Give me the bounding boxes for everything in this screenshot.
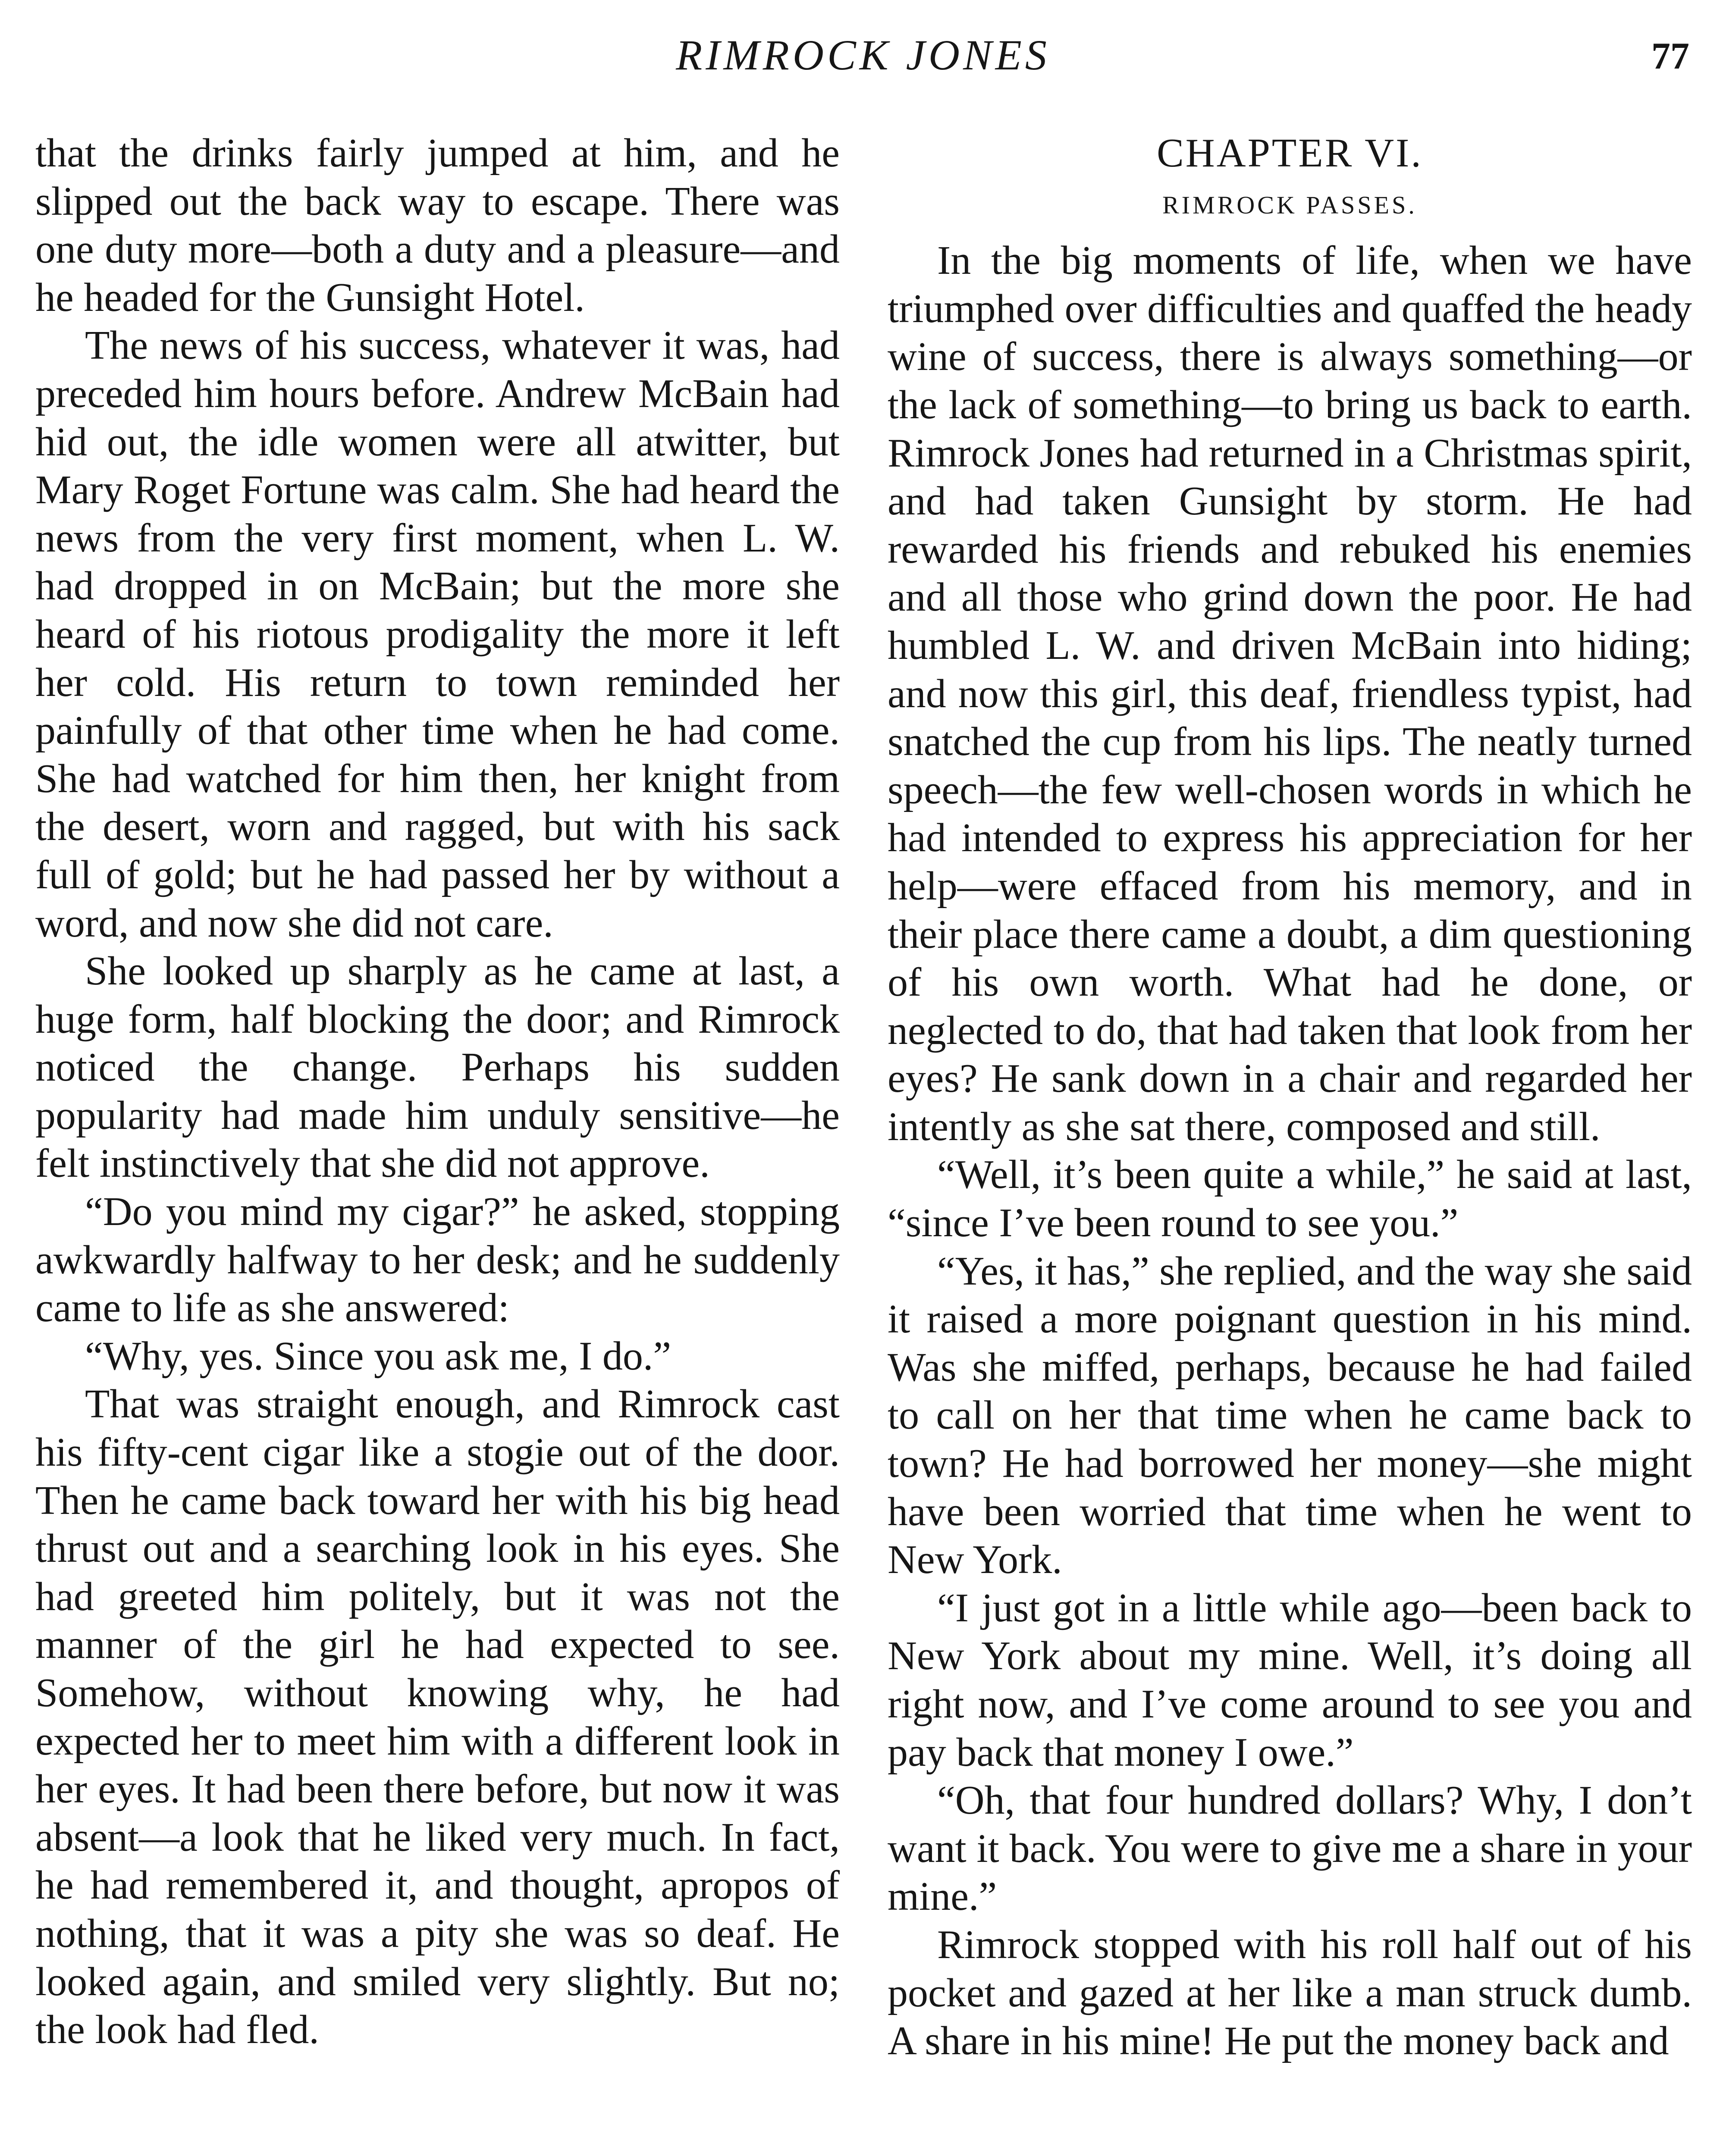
left-paragraph-4: “Do you mind my cigar?” he asked, stopping awkwardly halfway to her desk; and he suddenly came to life as she answered: [35, 1189, 840, 1331]
left-paragraph-6: That was straight enough, and Rimrock cast his fifty-cent cigar like a stogie out of the door. Then he came back toward her with his big head thrust out and a searching look in his eyes. She had greeted him politely, but it was not the manner of the girl he had expected to see. Somehow, without knowing why, he had expected her to meet him with a different look in her eyes. It had been there before, but now it was absent—a look that he liked very much. In fact, he had remembered it, and thought, apropos of nothing, that it was a pity she was so deaf. He looked again, and smiled very slightly. But no; the look had fled. [35, 1382, 840, 2053]
right-paragraph-2: “Well, it’s been quite a while,” he said at last, “since I’ve been round to see you.” [888, 1152, 1692, 1246]
page-header [0, 30, 1726, 82]
left-paragraph-5: “Why, yes. Since you ask me, I do.” [85, 1333, 672, 1379]
chapter-subtitle: RIMROCK PASSES. [1162, 191, 1417, 219]
right-paragraph-5: “Oh, that four hundred dollars? Why, I don’t want it back. You were to give me a share in your mine.” [888, 1778, 1692, 1919]
left-paragraph-3: She looked up sharply as he came at last, a huge form, half blocking the door; and Rimrock noticed the change. Perhaps his sudden popularity had made him unduly sensitive—he felt instinctively that she did not approve. [35, 949, 840, 1186]
left-paragraph-2: The news of his success, whatever it was, had preceded him hours before. Andrew McBain had hid out, the idle women were all atwitter, but Mary Roget Fortune was calm. She had heard the news from the very first moment, when L. W. had dropped in on McBain; but the more she heard of his riotous prodigality the more it left her cold. His return to town reminded her painfully of that other time when he had come. She had watched for him then, her knight from the desert, worn and ragged, but with his sack full of gold; but he had passed her by without a word, and now she did not care. [35, 323, 840, 946]
right-column [888, 129, 1692, 2065]
right-paragraph-6: Rimrock stopped with his roll half out of his pocket and gazed at her like a man struck dumb. A share in his mine! He put the money back and [888, 1922, 1692, 2064]
left-column [35, 129, 840, 2054]
page-number: 77 [1651, 35, 1689, 77]
left-paragraph-1: that the drinks fairly jumped at him, and he slipped out the back way to escape. There was one duty more—both a duty and a pleasure—and he headed for the Gunsight Hotel. [35, 131, 840, 320]
right-paragraph-4: “I just got in a little while ago—been back to New York about my mine. Well, it’s doing all right now, and I’ve come around to see you and pay back that money I owe.” [888, 1585, 1692, 1775]
right-paragraph-3: “Yes, it has,” she replied, and the way she said it raised a more poignant question in his mind. Was she miffed, perhaps, because he had failed to call on her that time when he came back to town? He had borrowed her money—she might have been worried that time when he went to New York. [888, 1248, 1692, 1583]
right-paragraph-1: In the big moments of life, when we have triumphed over difficulties and quaffed the heady wine of success, there is always something—or the lack of something—to bring us back to earth. Rimrock Jones had returned in a Christmas spirit, and had taken Gunsight by storm. He had rewarded his friends and rebuked his enemies and all those who grind down the poor. He had humbled L. W. and driven McBain into hiding; and now this girl, this deaf, friendless typist, had snatched the cup from his lips. The neatly turned speech—the few well-chosen words in which he had intended to express his appreciation for her help—were effaced from his memory, and in their place there came a doubt, a dim questioning of his own worth. What had he done, or neglected to do, that had taken that look from her eyes? He sank down in a chair and regarded her intently as she sat there, composed and still. [888, 238, 1692, 1149]
running-head-title: RIMROCK JONES [676, 31, 1050, 79]
chapter-title: CHAPTER VI. [1157, 131, 1423, 175]
